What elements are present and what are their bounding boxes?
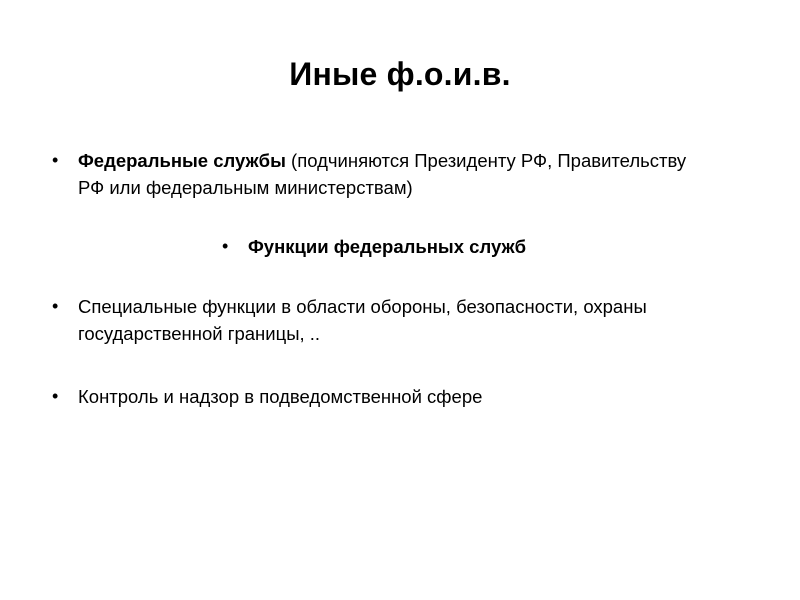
bullet-bold-text: Функции федеральных служб: [248, 236, 527, 257]
bullet-text: Контроль и надзор в подведомственной сфере: [78, 386, 483, 407]
bullet-federal-services: [52, 147, 698, 201]
bullet-special-functions: [52, 293, 738, 347]
bullet-text: (подчиняются Президенту РФ, Правительству РФ или федеральным министерствам): [78, 150, 687, 198]
bullet-icon: •: [222, 236, 229, 256]
bullet-icon: •: [52, 386, 59, 406]
bullet-bold-text: Федеральные службы: [78, 150, 286, 171]
bullet-icon: •: [52, 296, 59, 316]
bullet-icon: •: [52, 150, 59, 170]
bullet-control-supervision: [52, 383, 738, 410]
bullet-functions-heading: [222, 233, 668, 260]
bullet-text: Специальные функции в области обороны, безопасности, охраны государственной границы, ..: [78, 296, 647, 344]
slide-title: Иные ф.о.и.в.: [289, 56, 511, 92]
